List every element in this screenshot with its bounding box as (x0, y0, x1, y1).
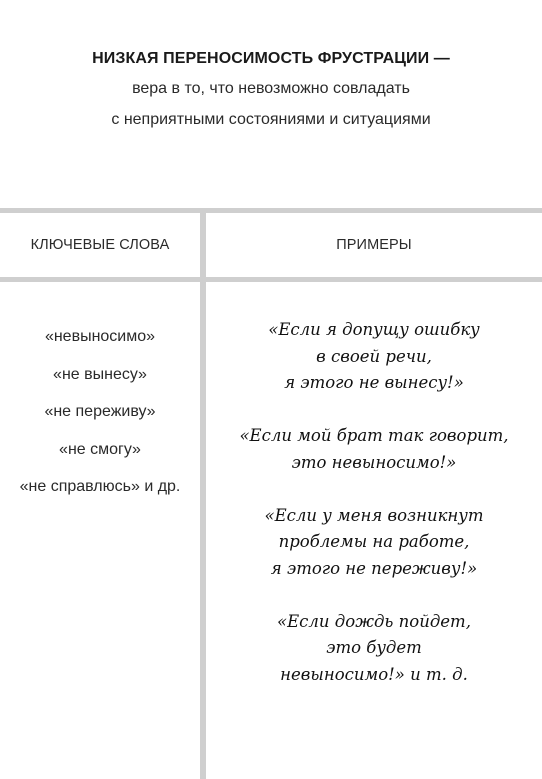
example-line: проблемы на работе, (278, 532, 470, 551)
example-line: я этого не переживу!» (270, 558, 478, 578)
example-quote (206, 503, 542, 583)
example-line: «Если мой брат так говорит, (239, 426, 509, 445)
table-header-rule (0, 277, 542, 282)
example-line: «Если дождь пойдет, (277, 611, 471, 631)
examples-column (206, 317, 542, 715)
example-line: «Если у меня возникнут (264, 505, 484, 525)
keywords-list (0, 318, 200, 506)
keyword-item: «не смогу» (59, 440, 141, 458)
header-block (0, 44, 542, 135)
title-dash: — (429, 50, 450, 67)
page-title: НИЗКАЯ ПЕРЕНОСИМОСТЬ ФРУСТРАЦИИ (92, 50, 430, 67)
keyword-item: «невыносимо» (44, 328, 156, 345)
example-quote (206, 609, 542, 689)
example-quote (206, 423, 542, 476)
keyword-item: «не вынесу» (53, 365, 147, 383)
example-line: я этого не вынесу!» (284, 373, 464, 392)
keyword-item: «не справлюсь» и др. (19, 478, 181, 495)
column-header-examples: ПРИМЕРЫ (336, 237, 412, 253)
example-line: «Если я допущу ошибку (268, 320, 480, 339)
example-line: в своей речи, (316, 346, 432, 366)
subtitle-line-1: вера в то, что невозможно совладать (132, 80, 410, 97)
example-quote (206, 317, 542, 397)
example-line: это будет (326, 638, 422, 657)
subtitle-line-2: с неприятными состояниями и ситуациями (111, 111, 431, 128)
example-line: невыносимо!» и т. д. (280, 664, 468, 684)
example-line: это невыносимо!» (291, 452, 457, 472)
column-header-keywords: КЛЮЧЕВЫЕ СЛОВА (30, 237, 170, 253)
keyword-item: «не переживу» (44, 403, 156, 420)
title-line (0, 44, 542, 73)
